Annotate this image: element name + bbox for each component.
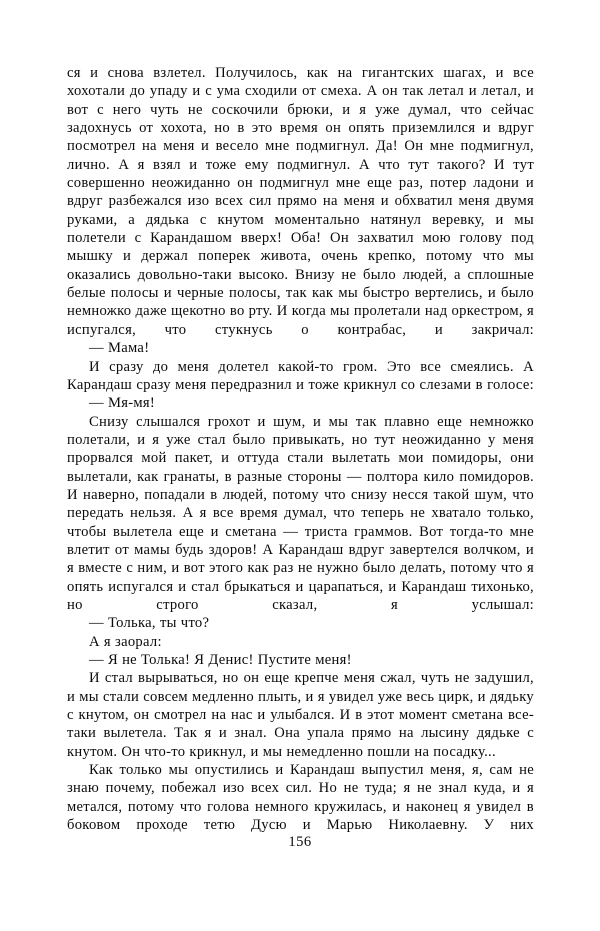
- dialogue-line: — Толька, ты что?: [89, 615, 210, 632]
- paragraph-continuation: ся и снова взлетел. Получилось, как на гигантских шагах, и все хохотали до упаду и с ума сходили от смеха. А он так летал и летал, и вот с него чуть не соскочили брюки, и я уже думал, что сейчас задохнусь от хохота, но в это время он опять приземлился и вдруг посмотрел на меня и весело мне подмигнул. Да! Он мне подмигнул, лично. А я взял и тоже ему подмигнул. А что тут такого? И тут совершенно неожиданно он подмигнул мне еще раз, потер ладони и вдруг разбежался изо всех сил прямо на меня и обхватил меня двумя руками, а дядька с кнутом моментально натянул веревку, и мы полетели с Карандашом вверх! Оба! Он захватил мою голову под мышку и держал поперек живота, очень крепко, потому что мы оказались довольно-таки высоко. Внизу не было людей, а сплошные белые полосы и черные полосы, так как мы быстро вертелись, и было немножко даже щекотно во рту. И когда мы пролетали над оркестром, я испугался, что стукнусь о контрабас, и закричал:: [67, 65, 534, 338]
- dialogue-line: — Мама!: [89, 340, 150, 357]
- paragraph: Как только мы опустились и Карандаш выпустил меня, я, сам не знаю почему, побежал изо всех сил. Но не туда; я не знал куда, и я метался, потому что голова немного кружилась, и наконец я увидел в боковом проходе тетю Дусю и Марью Николаевну. У них: [67, 762, 534, 834]
- paragraph: И сразу до меня долетел какой-то гром. Это все смеялись. А Карандаш сразу меня передразнил и тоже крикнул со слезами в голосе:: [67, 358, 534, 393]
- paragraph: И стал вырываться, но он еще крепче меня сжал, чуть не задушил, и мы стали совсем медленно плыть, и я увидел уже весь цирк, и дядьку с кнутом, он смотрел на нас и улыбался. И в этот момент сметана все-таки вылетела. Так я и знал. Она упала прямо на лысину дядьке с кнутом. Он что-то крикнул, и мы немедленно пошли на посадку...: [67, 670, 534, 760]
- page-number: 156: [288, 834, 312, 850]
- paragraph: Снизу слышался грохот и шум, и мы так плавно еще немножко полетали, и я уже стал было привыкать, но тут неожиданно у меня прорвался мой пакет, и оттуда стали вылетать мои помидоры, они вылетали, как гранаты, в разные стороны — полтора кило помидоров. И наверно, попадали в людей, потому что снизу несся такой шум, что передать нельзя. А я все время думал, что теперь не хватало только, чтобы вылетела еще и сметана — триста граммов. Вот тогда-то мне влетит от мамы будь здоров! А Карандаш вдруг завертелся волчком, и я вместе с ним, и вот этого как раз не нужно было делать, потому что я опять испугался и стал брыкаться и царапаться, и Карандаш тихонько, но строго сказал, я услышал:: [67, 413, 534, 613]
- dialogue-line: — Я не Толька! Я Денис! Пустите меня!: [89, 652, 352, 668]
- page-text-block: [67, 64, 534, 834]
- dialogue-line: — Мя-мя!: [89, 395, 156, 412]
- paragraph: А я заорал:: [89, 633, 162, 650]
